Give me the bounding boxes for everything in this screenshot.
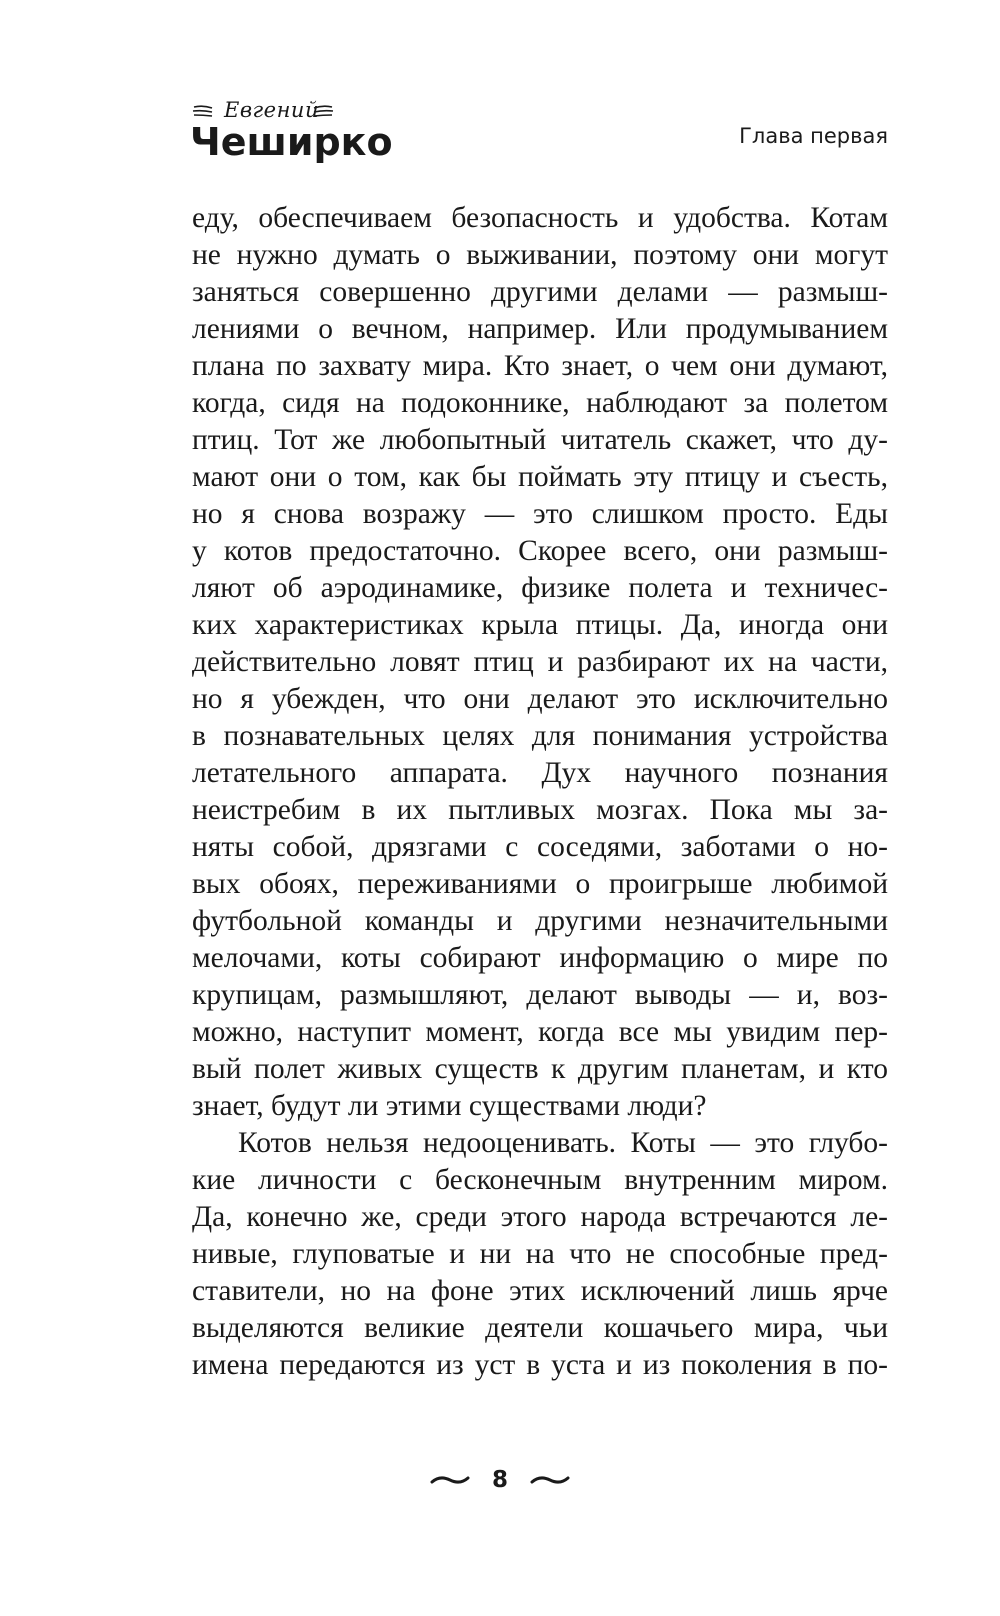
text-line: ляют об аэродинамике, физике полета и техничес-: [192, 572, 888, 604]
paragraph-1: [192, 200, 888, 1125]
page-footer: [0, 1467, 1000, 1507]
whisker-left-icon: [192, 104, 214, 118]
text-line: вых обоях, переживаниями о проигрыше любимой: [192, 868, 888, 900]
text-line: но я убежден, что они делают это исключительно: [192, 683, 888, 715]
text-line: ставители, но на фоне этих исключений лишь ярче: [192, 1275, 888, 1307]
text-line: не нужно думать о выживании, поэтому они могут: [192, 239, 888, 271]
chapter-title: Глава первая: [739, 124, 888, 148]
body-text: [192, 200, 888, 1384]
paragraph-2: [192, 1125, 888, 1384]
text-line: еду, обеспечиваем безопасность и удобства. Котам: [192, 202, 888, 234]
text-line: в познавательных целях для понимания устройства: [192, 720, 888, 752]
text-line: неистребим в их пытливых мозгах. Пока мы за-: [192, 794, 888, 826]
logo-last-name: Чеширко: [190, 120, 393, 164]
tilde-ornament-icon: [430, 1473, 470, 1487]
text-line: выделяются великие деятели кошачьего мира, чьи: [192, 1312, 888, 1344]
text-line: футбольной команды и другими незначительными: [192, 905, 888, 937]
text-line: кие личности с бесконечным внутренним миром.: [192, 1164, 888, 1196]
page-number: 8: [491, 1467, 508, 1493]
text-line: нивые, глуповатые и ни на что не способные пред-: [192, 1238, 888, 1270]
text-line: мелочами, коты собирают информацию о мире по: [192, 942, 888, 974]
text-line: плана по захвату мира. Кто знает, о чем они думают,: [192, 350, 888, 382]
text-line: когда, сидя на подоконнике, наблюдают за полетом: [192, 387, 888, 419]
text-line: летательного аппарата. Дух научного познания: [192, 757, 888, 789]
author-logo: [190, 98, 393, 180]
text-line: заняться совершенно другими делами — размыш-: [192, 276, 888, 308]
text-line: можно, наступит момент, когда все мы увидим пер-: [192, 1016, 888, 1048]
text-line: знает, будут ли этими существами люди?: [192, 1090, 707, 1122]
text-line: няты собой, дрязгами с соседями, заботами о но-: [192, 831, 888, 863]
text-line: имена передаются из уст в уста и из поколения в по-: [192, 1349, 888, 1381]
whisker-right-icon: [312, 104, 334, 118]
text-line: лениями о вечном, например. Или продумыванием: [192, 313, 888, 345]
text-line: действительно ловят птиц и разбирают их на части,: [192, 646, 888, 678]
text-line: но я снова возражу — это слишком просто. Еды: [192, 498, 888, 530]
text-line: ких характеристиках крыла птицы. Да, иногда они: [192, 609, 888, 641]
text-line: у котов предостаточно. Скорее всего, они размыш-: [192, 535, 888, 567]
text-line: мают они о том, как бы поймать эту птицу и съесть,: [192, 461, 888, 493]
text-line: птиц. Тот же любопытный читатель скажет, что ду-: [192, 424, 888, 456]
text-line: крупицам, размышляют, делают выводы — и, воз-: [192, 979, 888, 1011]
tilde-ornament-icon: [530, 1473, 570, 1487]
text-line: Котов нельзя недооценивать. Коты — это глубо-: [238, 1127, 888, 1159]
text-line: Да, конечно же, среди этого народа встречаются ле-: [192, 1201, 888, 1233]
logo-first-name: Евгений: [224, 98, 319, 122]
text-line: вый полет живых существ к другим планетам, и кто: [192, 1053, 888, 1085]
